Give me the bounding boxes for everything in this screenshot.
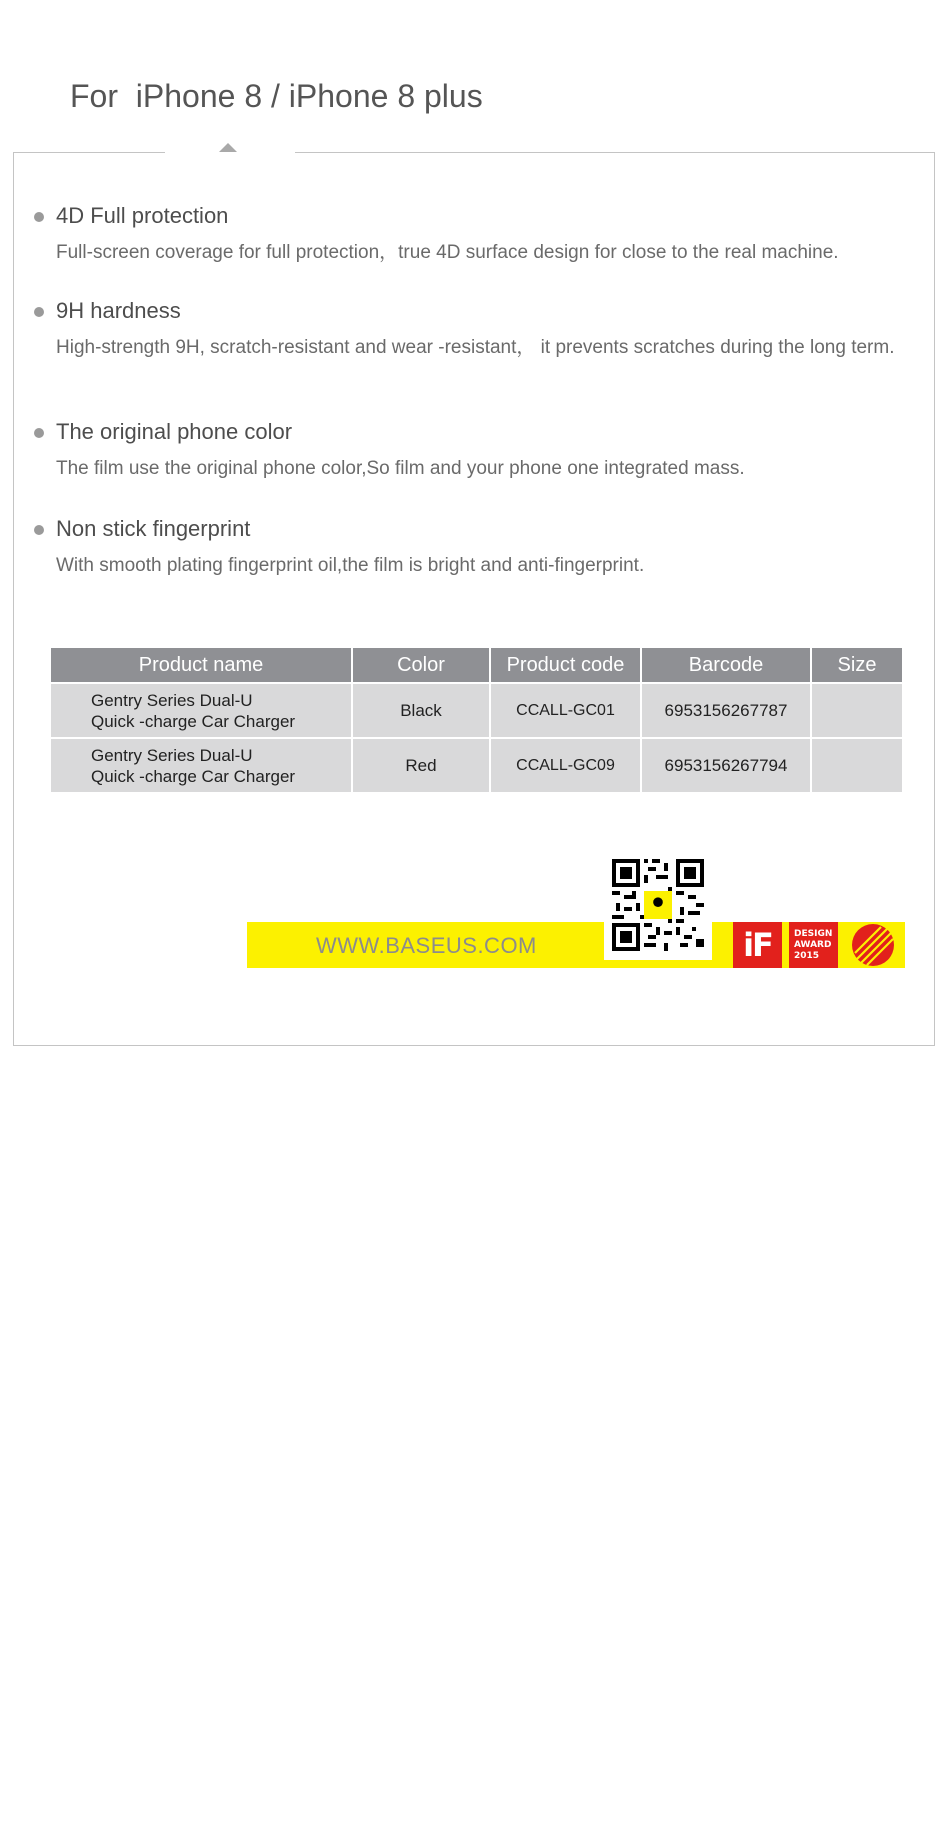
product-name-line1: Gentry Series Dual-U <box>91 745 253 765</box>
feature-title: Non stick fingerprint <box>56 516 251 541</box>
content-frame <box>13 152 935 1046</box>
feature-title: 9H hardness <box>56 298 181 323</box>
qr-code <box>604 850 712 960</box>
feature-title: The original phone color <box>56 419 293 444</box>
cell-color: Black <box>353 684 489 737</box>
bullet-icon <box>34 212 44 222</box>
table-row <box>51 684 902 737</box>
cell-barcode: 6953156267787 <box>642 684 810 737</box>
bullet-icon <box>34 525 44 535</box>
table-header-row <box>51 648 902 682</box>
bullet-icon <box>34 428 44 438</box>
column-header-size: Size <box>812 648 902 682</box>
cell-size <box>812 739 902 792</box>
feature-description: The film use the original phone color,So film and your phone one integrated mass. <box>56 458 745 479</box>
feature-title: 4D Full protection <box>56 203 229 228</box>
page-title: For iPhone 8 / iPhone 8 plus <box>70 78 483 114</box>
product-name-line2: Quick -charge Car Charger <box>91 766 296 786</box>
cell-product-name <box>51 684 351 737</box>
product-name-line2: Quick -charge Car Charger <box>91 711 296 731</box>
column-header-product-name: Product name <box>51 648 351 682</box>
product-name-line1: Gentry Series Dual-U <box>91 690 253 710</box>
design-award-badge <box>789 922 838 968</box>
cell-size <box>812 684 902 737</box>
column-header-color: Color <box>353 648 489 682</box>
table-row <box>51 739 902 792</box>
column-header-barcode: Barcode <box>642 648 810 682</box>
feature-description: High-strength 9H, scratch-resistant and wear -resistant， it prevents scratches during the long term. <box>56 337 895 358</box>
cell-product-name <box>51 739 351 792</box>
cell-barcode: 6953156267794 <box>642 739 810 792</box>
frame-top-border-right <box>295 152 935 153</box>
cell-color: Red <box>353 739 489 792</box>
feature-description: Full-screen coverage for full protection，true 4D surface design for close to the real machine. <box>56 242 839 263</box>
qr-code-icon <box>612 858 704 952</box>
if-logo-text: iF <box>743 926 772 964</box>
caret-up-icon <box>219 143 237 152</box>
website-link[interactable]: WWW.BASEUS.COM <box>316 933 537 958</box>
design-award-text: DESIGN AWARD 2015 <box>794 929 833 961</box>
cell-product-code: CCALL-GC01 <box>491 684 640 737</box>
frame-top-border-left <box>13 152 165 153</box>
red-dot-award-icon <box>851 923 895 967</box>
feature-description: With smooth plating fingerprint oil,the film is bright and anti-fingerprint. <box>56 555 645 576</box>
product-spec-table <box>49 646 904 794</box>
column-header-product-code: Product code <box>491 648 640 682</box>
if-design-logo <box>733 922 782 968</box>
bullet-icon <box>34 307 44 317</box>
cell-product-code: CCALL-GC09 <box>491 739 640 792</box>
